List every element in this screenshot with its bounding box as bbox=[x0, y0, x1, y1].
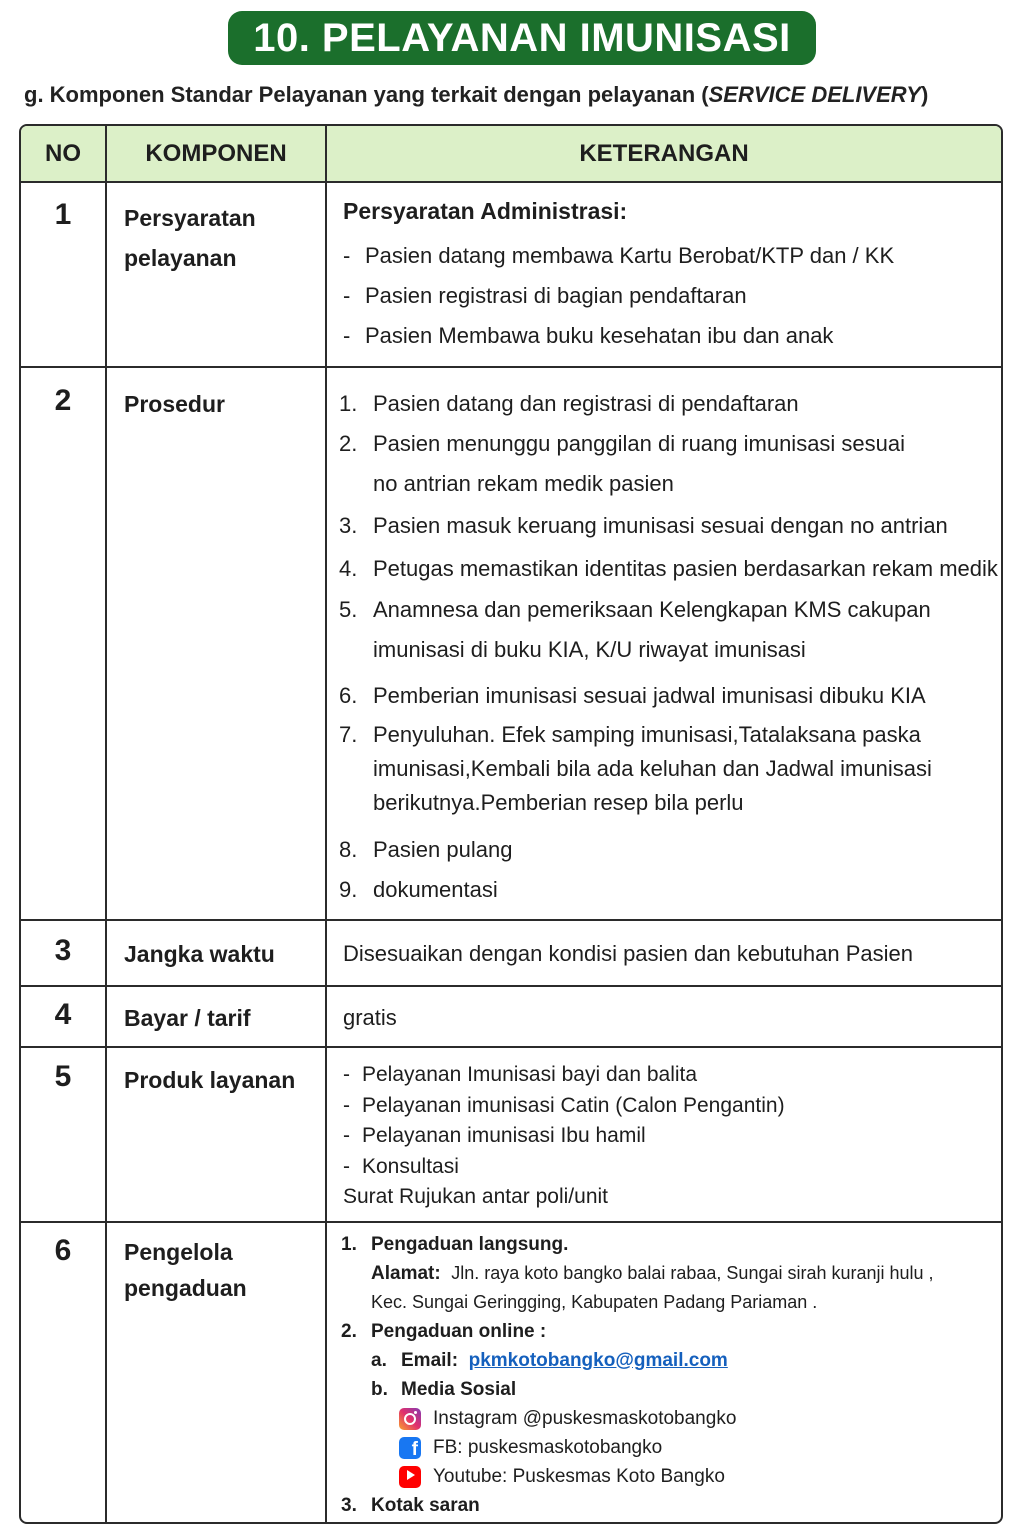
complaint-online: 2. Pengaduan online : bbox=[341, 1320, 547, 1342]
header-keterangan: KETERANGAN bbox=[579, 139, 749, 167]
instagram-icon bbox=[399, 1408, 421, 1430]
row-number: 1 bbox=[54, 198, 72, 231]
komponen-line: Prosedur bbox=[124, 391, 225, 417]
youtube-icon bbox=[399, 1466, 421, 1488]
komponen-line: pelayanan bbox=[124, 245, 237, 271]
row-komponen bbox=[124, 384, 319, 424]
header-no: NO bbox=[45, 139, 81, 167]
complaint-box: 3. Kotak saran bbox=[341, 1494, 480, 1516]
complaint-email: a. Email: pkmkotobangko@gmail.com bbox=[371, 1349, 728, 1371]
list-item: 3. Pasien masuk keruang imunisasi sesuai dengan no antrian bbox=[339, 513, 948, 538]
facebook-icon: f bbox=[399, 1437, 421, 1459]
komponen-line: Jangka waktu bbox=[124, 941, 275, 967]
list-item: 9. dokumentasi bbox=[339, 877, 498, 902]
komponen-line: Persyaratan bbox=[124, 205, 256, 231]
row-keterangan: Disesuaikan dengan kondisi pasien dan kebutuhan Pasien bbox=[343, 941, 913, 966]
social-instagram[interactable]: Instagram @puskesmaskotobangko bbox=[341, 1404, 996, 1433]
row-komponen bbox=[124, 1060, 319, 1100]
komponen-line: pengaduan bbox=[124, 1275, 247, 1301]
list-item: - Pasien Membawa buku kesehatan ibu dan anak bbox=[343, 323, 834, 348]
row-keterangan: gratis bbox=[343, 1005, 397, 1030]
list-item: 8. Pasien pulang bbox=[339, 837, 513, 862]
row-komponen bbox=[124, 934, 319, 974]
header-komponen: KOMPONEN bbox=[145, 139, 287, 167]
list-item: 4. Petugas memastikan identitas pasien berdasarkan rekam medik bbox=[339, 555, 998, 581]
complaint-address: Alamat: Jln. raya koto bangko balai rabaa, Sungai sirah kuranji hulu , bbox=[371, 1262, 934, 1284]
list-item: 6. Pemberian imunisasi sesuai jadwal imunisasi dibuku KIA bbox=[339, 683, 926, 708]
row-divider bbox=[21, 366, 1001, 368]
row-number: 3 bbox=[54, 934, 72, 967]
list-item: 1. Pasien datang dan registrasi di pendaftaran bbox=[339, 391, 799, 416]
extra-note: Surat Rujukan antar poli/unit bbox=[343, 1185, 608, 1209]
complaint-direct: 1. Pengaduan langsung. bbox=[341, 1233, 569, 1255]
list-item: - Pelayanan imunisasi Catin (Calon Pengantin) bbox=[343, 1093, 785, 1117]
column-divider bbox=[325, 126, 327, 1522]
list-item: 5. Anamnesa dan pemeriksaan Kelengkapan KMS cakupan imunisasi di buku KIA, K/U riwayat imunisasi bbox=[339, 597, 931, 662]
subtitle-italic: SERVICE DELIVERY bbox=[708, 82, 921, 107]
title-banner bbox=[228, 11, 816, 65]
keterangan-heading: Persyaratan Administrasi: bbox=[343, 198, 628, 224]
page-title: 10. PELAYANAN IMUNISASI bbox=[253, 15, 791, 60]
list-item: - Pelayanan imunisasi Ibu hamil bbox=[343, 1124, 646, 1148]
row-komponen bbox=[124, 1234, 319, 1306]
subtitle-close: ) bbox=[920, 82, 929, 107]
subtitle-text: g. Komponen Standar Pelayanan yang terkait dengan pelayanan ( bbox=[24, 82, 709, 107]
row-number: 5 bbox=[54, 1060, 72, 1093]
komponen-line: Bayar / tarif bbox=[124, 1005, 251, 1031]
list-item: - Pasien datang membawa Kartu Berobat/KTP dan / KK bbox=[343, 243, 895, 268]
row-number: 6 bbox=[54, 1234, 72, 1267]
row-komponen bbox=[124, 998, 319, 1038]
row-number: 2 bbox=[54, 384, 72, 417]
row-divider bbox=[21, 1221, 1001, 1223]
row-komponen bbox=[124, 198, 319, 278]
list-item: - Konsultasi bbox=[343, 1154, 459, 1178]
row-number: 4 bbox=[54, 998, 72, 1031]
list-item: 7. Penyuluhan. Efek samping imunisasi,Tatalaksana paska imunisasi,Kembali bila ada keluhan dan Jadwal imunisasi berikutnya.Pemberian resep bila perlu bbox=[339, 722, 932, 815]
row-keterangan bbox=[343, 1060, 993, 1213]
service-table bbox=[19, 124, 1003, 1524]
row-keterangan bbox=[339, 384, 999, 910]
column-divider bbox=[105, 126, 107, 1522]
row-keterangan bbox=[341, 1230, 996, 1520]
row-divider bbox=[21, 919, 1001, 921]
list-item: - Pasien registrasi di bagian pendaftaran bbox=[343, 283, 747, 308]
complaint-social: b. Media Sosial bbox=[371, 1378, 517, 1400]
list-item: - Pelayanan Imunisasi bayi dan balita bbox=[343, 1063, 698, 1087]
row-divider bbox=[21, 1046, 1001, 1048]
komponen-line: Produk layanan bbox=[124, 1067, 296, 1093]
social-youtube[interactable]: Youtube: Puskesmas Koto Bangko bbox=[341, 1462, 996, 1491]
section-subtitle bbox=[24, 82, 1004, 108]
social-facebook[interactable]: f FB: puskesmaskotobangko bbox=[341, 1433, 996, 1462]
row-divider bbox=[21, 985, 1001, 987]
row-keterangan bbox=[343, 198, 993, 356]
email-link[interactable]: pkmkotobangko@gmail.com bbox=[468, 1349, 728, 1371]
complaint-address-line: Kec. Sungai Geringging, Kabupaten Padang Pariaman . bbox=[371, 1292, 818, 1312]
komponen-line: Pengelola bbox=[124, 1239, 233, 1265]
table-header bbox=[21, 126, 1001, 183]
list-item: 2. Pasien menunggu panggilan di ruang imunisasi sesuai no antrian rekam medik pasien bbox=[339, 431, 906, 496]
